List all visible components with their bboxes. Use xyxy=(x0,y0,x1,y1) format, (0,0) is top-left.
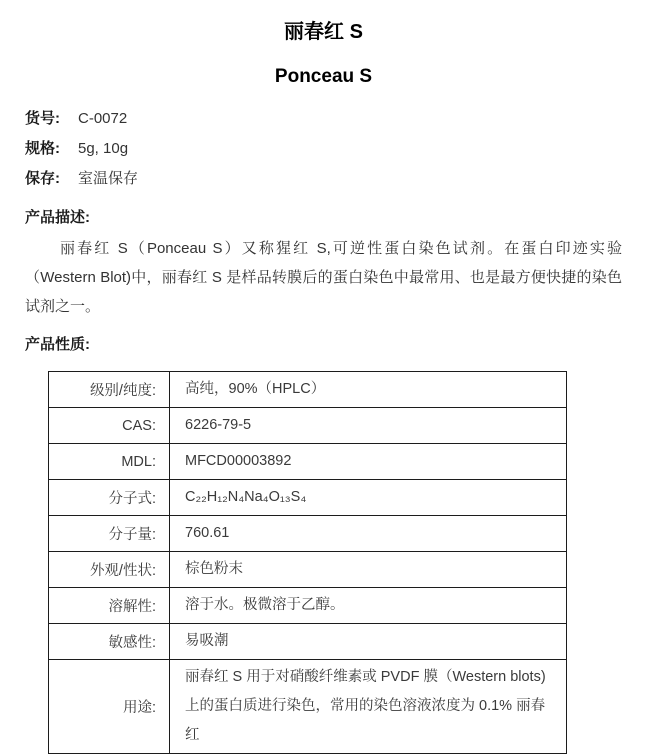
info-field-label: 保存: xyxy=(25,170,60,187)
property-value-cell: 高纯，90%（HPLC） xyxy=(170,372,567,408)
product-title-en: Ponceau S xyxy=(274,66,373,87)
info-field-label: 规格: xyxy=(25,140,60,157)
table-row xyxy=(49,624,567,660)
description-heading: 产品描述: xyxy=(25,209,90,226)
property-value-cell: 丽春红 S 用于对硝酸纤维素或 PVDF 膜（Western blots)上的蛋白质进行染色，常用的染色溶液浓度为 0.1% 丽春红 xyxy=(170,660,567,754)
info-field-row xyxy=(25,164,622,194)
table-row xyxy=(49,408,567,444)
info-field-value: C-0072 xyxy=(78,110,128,127)
property-label-cell: 溶解性: xyxy=(49,588,170,624)
property-value-cell: C₂₂H₁₂N₄Na₄O₁₃S₄ xyxy=(170,480,567,516)
property-value-cell: 760.61 xyxy=(170,516,567,552)
table-row xyxy=(49,516,567,552)
table-row xyxy=(49,660,567,754)
property-value-cell: 易吸潮 xyxy=(170,624,567,660)
table-row xyxy=(49,552,567,588)
property-label-cell: MDL: xyxy=(49,444,170,480)
property-label-cell: 分子式: xyxy=(49,480,170,516)
table-row xyxy=(49,588,567,624)
table-row xyxy=(49,480,567,516)
product-title-zh: 丽春红 S xyxy=(284,21,363,43)
table-row xyxy=(49,372,567,408)
property-label-cell: CAS: xyxy=(49,408,170,444)
info-field-label: 货号: xyxy=(25,110,60,127)
property-value-cell: 6226-79-5 xyxy=(170,408,567,444)
table-row xyxy=(49,444,567,480)
property-label-cell: 用途: xyxy=(49,660,170,754)
property-label-cell: 级别/纯度: xyxy=(49,372,170,408)
properties-table xyxy=(48,371,567,754)
property-label-cell: 外观/性状: xyxy=(49,552,170,588)
product-info-fields xyxy=(25,104,622,194)
property-value-cell: MFCD00003892 xyxy=(170,444,567,480)
property-label-cell: 敏感性: xyxy=(49,624,170,660)
info-field-value: 5g, 10g xyxy=(78,140,129,157)
property-label-cell: 分子量: xyxy=(49,516,170,552)
description-text: 丽春红 S（Ponceau S）又称猩红 S,可逆性蛋白染色试剂。在蛋白印迹实验（Western Blot)中，丽春红 S 是样品转膜后的蛋白染色中最常用、也是最方便快捷的染色试剂之一。 xyxy=(25,240,622,315)
properties-heading: 产品性质: xyxy=(25,336,90,353)
property-value-cell: 溶于水。极微溶于乙醇。 xyxy=(170,588,567,624)
property-value-cell: 棕色粉末 xyxy=(170,552,567,588)
info-field-value: 室温保存 xyxy=(78,170,139,187)
info-field-row xyxy=(25,104,622,134)
info-field-row xyxy=(25,134,622,164)
